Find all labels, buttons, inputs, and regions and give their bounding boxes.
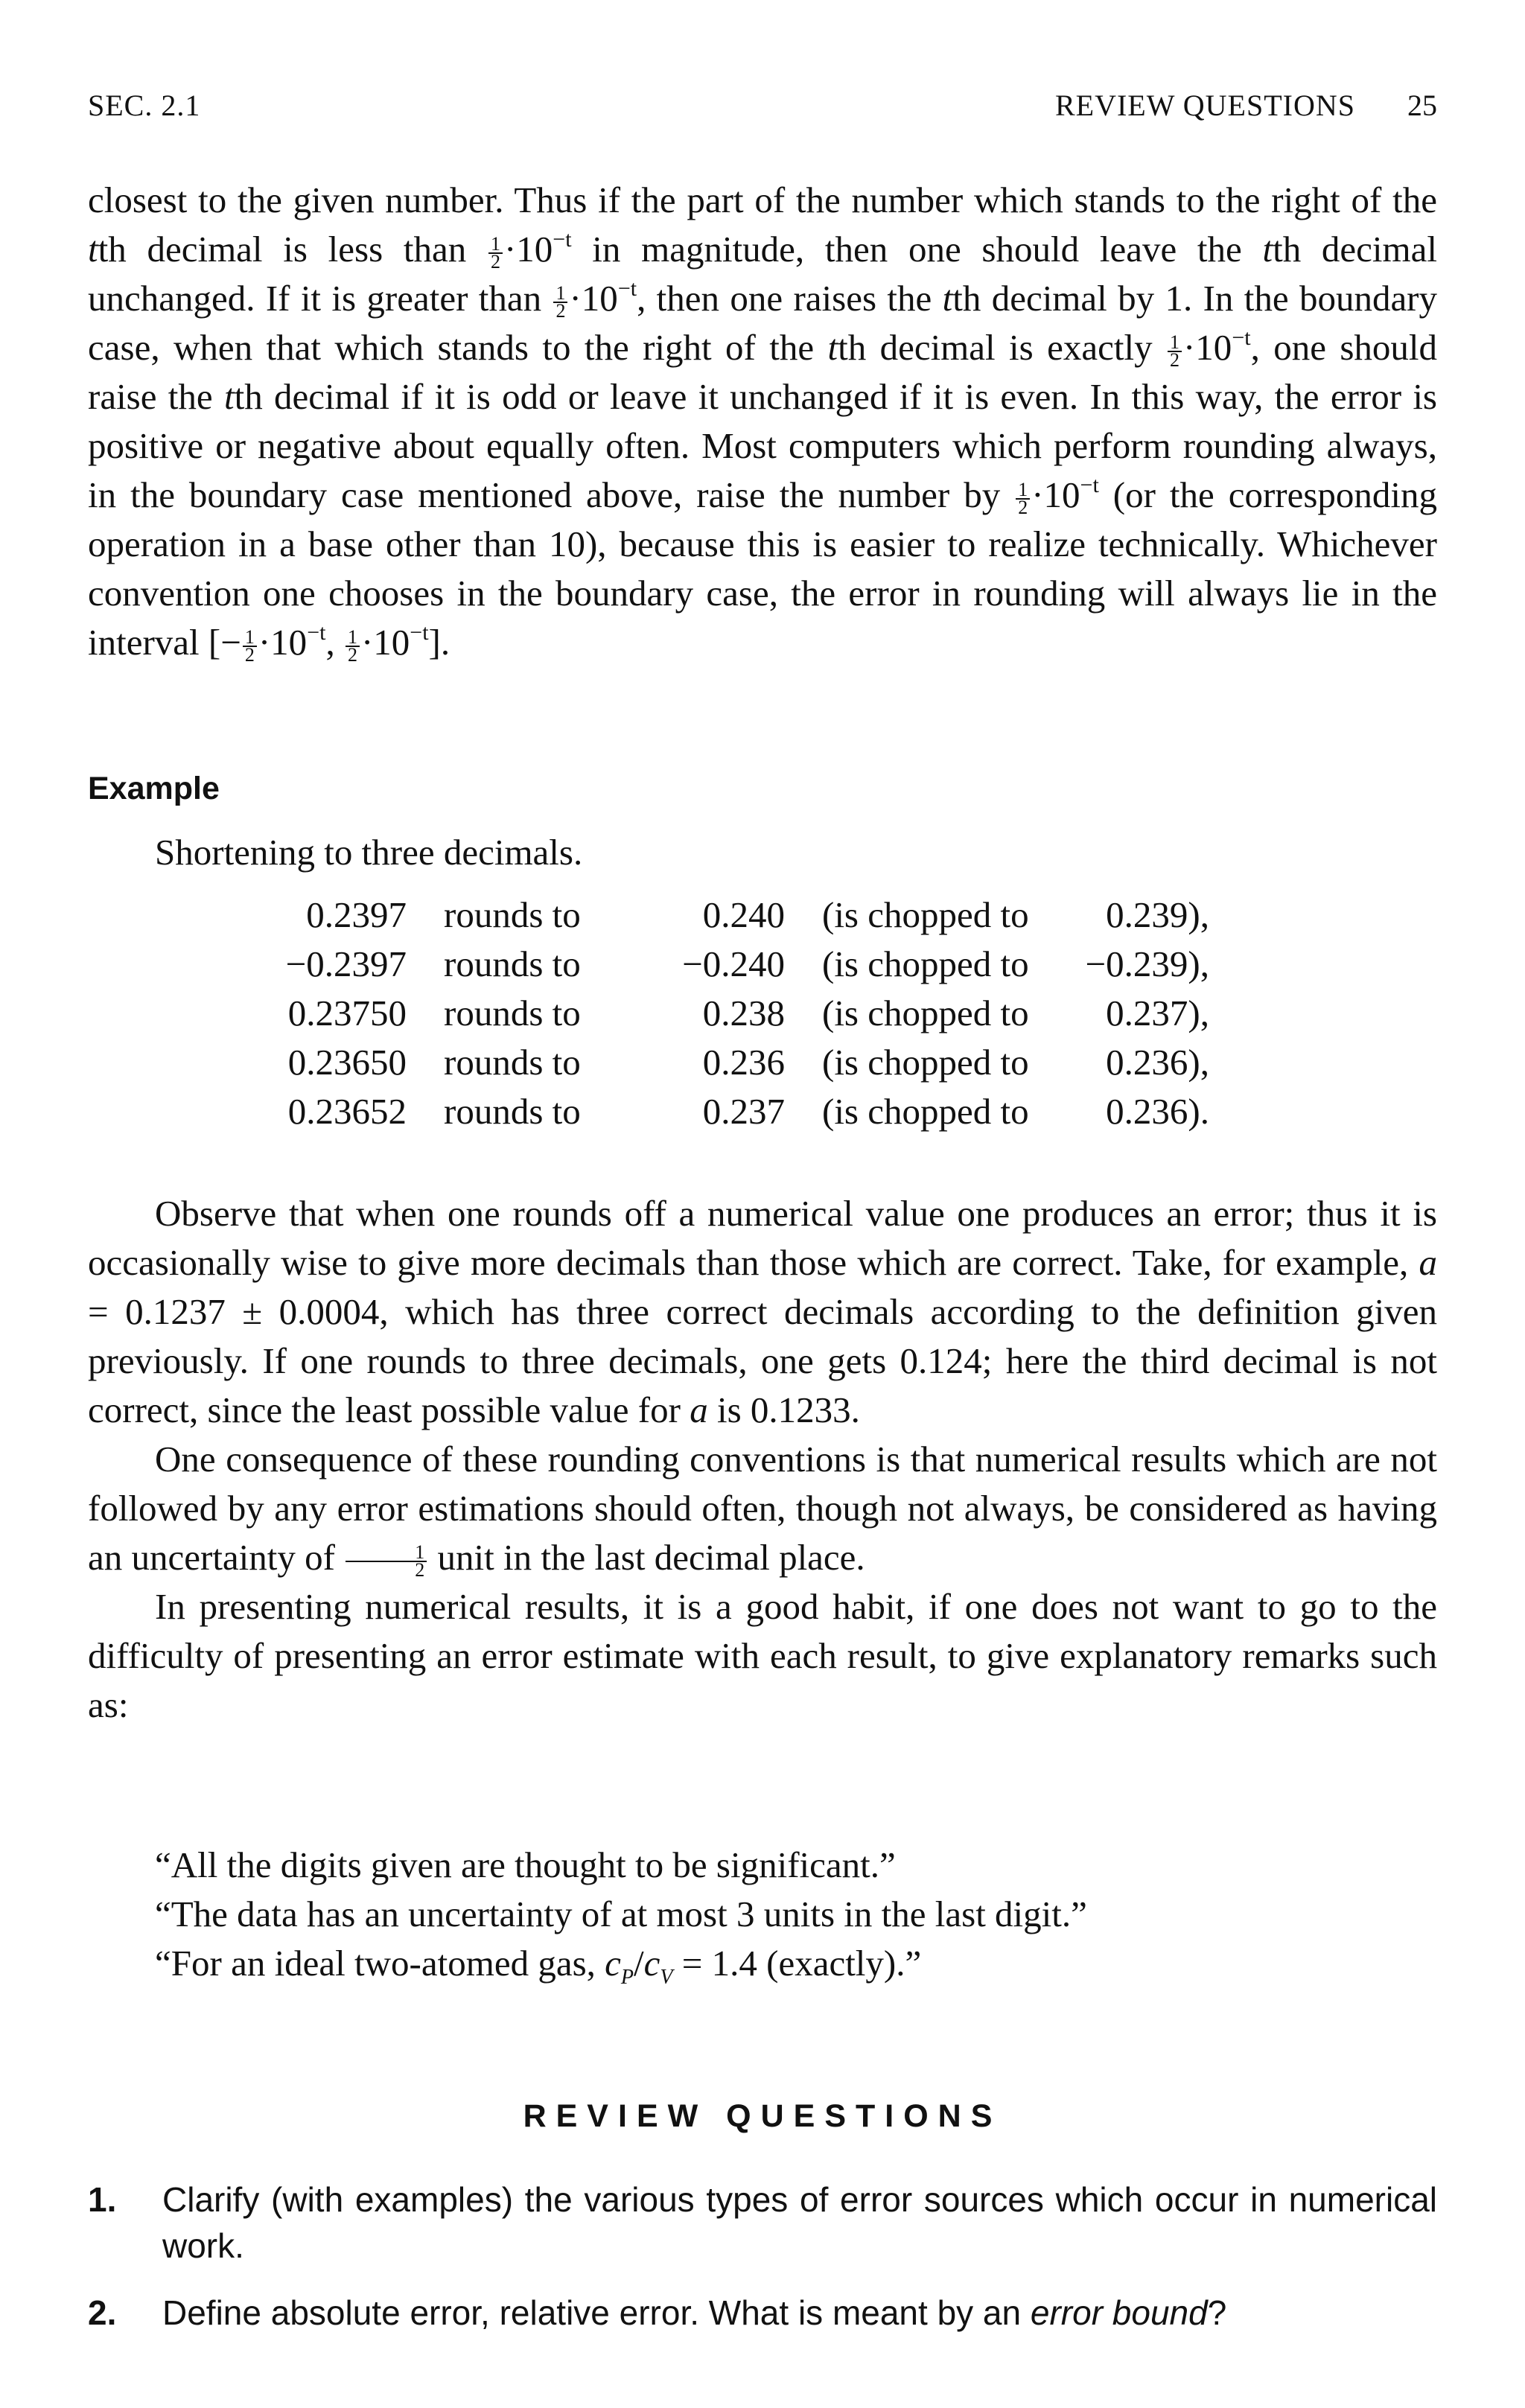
chopped-label: (is chopped to — [822, 943, 1029, 984]
fraction-half: $\frac{1}{2}$ — [346, 1544, 427, 1579]
fraction-half: $\frac{1}{2}$ — [346, 629, 360, 663]
fraction-half: $\frac{1}{2}$ — [553, 285, 567, 319]
chopped-value: 0.239), — [1106, 894, 1209, 935]
rounds-to-label: rounds to — [444, 1091, 581, 1132]
rounded-value: 0.237 — [702, 1091, 785, 1132]
chopped-value: 0.236), — [1106, 1042, 1209, 1083]
paragraph-presenting: In presenting numerical results, it is a good habit, if one does not want to go to the difficulty of presenting an error estimate with each result, to give explanatory remarks such as: — [88, 1586, 1437, 1725]
quote-list — [155, 1841, 1087, 2002]
running-head — [88, 88, 1437, 133]
page-number: 25 — [1407, 89, 1437, 122]
rounds-to-label: rounds to — [444, 993, 581, 1033]
question-number: 1. — [88, 2180, 117, 2219]
paragraph-consequence: One consequence of these rounding conventions is that numerical results which are not followed by any error estimations should often, though not always, be considered as having an uncertainty of $\frac{1}{2}$ unit in the last decimal place. — [88, 1439, 1437, 1581]
chopped-label: (is chopped to — [822, 1091, 1029, 1132]
quote-item: “The data has an uncertainty of at most 3 units in the last digit.” — [155, 1893, 1087, 1934]
rounded-value: 0.238 — [702, 993, 785, 1033]
paragraph-group — [88, 1189, 1437, 1730]
table-row — [237, 989, 1209, 1038]
original-value: −0.2397 — [285, 943, 407, 984]
list-item — [88, 2176, 1437, 2269]
section-heading: REVIEW QUESTIONS — [523, 2098, 1002, 2134]
paragraph-text: closest to the given number. Thus if the part of the number which stands to the right of the tth decimal is less than $\frac{1}{2}$ $\cdot 10^{-t}$ in magnitude, then one should leave the tth decimal unchanged. If it is greater than $\frac{1}{2}$ $\cdot 10^{-t}$, then one raises the tth decimal by 1. In the boundary case, when that which stands to the right of the tth decimal is exactly $\frac{1}{2}$ $\cdot 10^{-t}$, one should raise the tth decimal if it is odd or leave it unchanged if it is even. In this way, the error is positive or negative about equally often. Most computers which perform rounding always, in the boundary case mentioned above, raise the number by $\frac{1}{2}$ $\cdot 10^{-t}$ (or the corresponding operation in a base other than 10), because this is easier to realize technically. Whichever convention one chooses in the boundary case, the error in rounding will always lie in the interval [− $\frac{1}{2}$ $\cdot 10^{-t}$, $\frac{1}{2}$ $\cdot 10^{-t}$]. — [88, 179, 1438, 666]
fraction-half: $\frac{1}{2}$ — [1016, 482, 1030, 516]
fraction-half: $\frac{1}{2}$ — [243, 629, 257, 663]
chopped-label: (is chopped to — [822, 1042, 1029, 1083]
quote-item: “For an ideal two-atomed gas, $c_P/c_V = 1.4$ (exactly).” — [155, 1943, 922, 1989]
fraction-half: $\frac{1}{2}$ — [488, 236, 503, 270]
original-value: 0.23650 — [287, 1042, 407, 1083]
section-number: SEC. 2.1 — [88, 89, 201, 122]
chopped-label: (is chopped to — [822, 993, 1029, 1033]
quote-item: “All the digits given are thought to be significant.” — [155, 1844, 896, 1885]
chopped-value: 0.237), — [1106, 993, 1209, 1033]
table-row — [237, 940, 1209, 989]
rounds-to-label: rounds to — [444, 1042, 581, 1083]
fraction-half: $\frac{1}{2}$ — [1168, 334, 1182, 369]
table-row — [237, 1087, 1209, 1136]
example-intro: Shortening to three decimals. — [155, 832, 583, 873]
list-item — [88, 2290, 1437, 2336]
rounded-value: 0.240 — [702, 894, 785, 935]
rounds-to-label: rounds to — [444, 894, 581, 935]
example-label: Example — [88, 771, 220, 806]
original-value: 0.23750 — [287, 993, 407, 1033]
chopped-label: (is chopped to — [822, 894, 1029, 935]
paragraph-observe: Observe that when one rounds off a numerical value one produces an error; thus it is occasionally wise to give more decimals than those which are correct. Take, for example, a = 0.1237 ± 0.0004, which has three correct decimals according to the definition given previously. If one rounds to three decimals, one gets 0.124; here the third decimal is not correct, since the least possible value for a is 0.1233. — [88, 1193, 1437, 1430]
review-question-list — [88, 2176, 1437, 2357]
question-number: 2. — [88, 2293, 117, 2332]
original-value: 0.23652 — [287, 1091, 407, 1132]
original-value: 0.2397 — [306, 894, 407, 935]
table-row — [237, 891, 1209, 940]
rounds-to-label: rounds to — [444, 943, 581, 984]
running-title: REVIEW QUESTIONS — [1054, 89, 1355, 122]
paragraph-rounding-rule — [88, 176, 1437, 667]
rounded-value: 0.236 — [702, 1042, 785, 1083]
rounding-example-table — [237, 891, 1209, 1136]
running-head-right — [1055, 88, 1437, 123]
rounded-value: −0.240 — [682, 943, 785, 984]
chopped-value: −0.239), — [1085, 943, 1209, 984]
question-text: Define absolute error, relative error. What is meant by an error bound? — [162, 2293, 1227, 2332]
chopped-value: 0.236). — [1106, 1091, 1209, 1132]
table-row — [237, 1038, 1209, 1087]
question-text: Clarify (with examples) the various types of error sources which occur in numerical work. — [162, 2180, 1437, 2265]
